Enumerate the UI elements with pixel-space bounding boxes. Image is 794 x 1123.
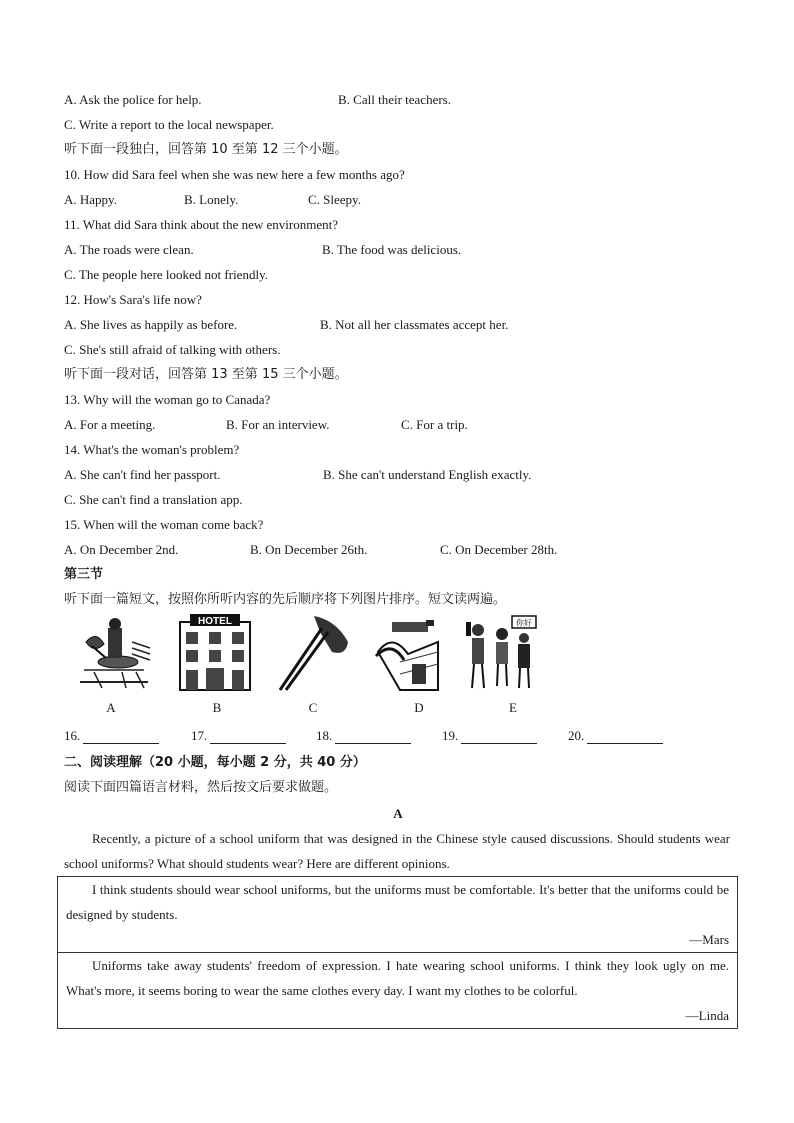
q13-stem: 13. Why will the woman go to Canada? — [64, 392, 271, 407]
q13-option-a: A. For a meeting. — [64, 417, 156, 432]
chopsticks-illustration — [276, 612, 352, 692]
blank-number: 20. — [568, 728, 585, 743]
q10-option-b: B. Lonely. — [184, 192, 239, 207]
blank-number: 17. — [191, 728, 208, 743]
speech-bubble-text: 你好 — [516, 618, 532, 628]
q12-stem: 12. How's Sara's life now? — [64, 292, 202, 307]
opinion-text — [66, 953, 729, 1003]
picture-d-great-wall — [372, 612, 444, 692]
q9-option-b: B. Call their teachers. — [338, 92, 451, 107]
answer-blank-16[interactable] — [64, 728, 159, 744]
answer-blank-19[interactable] — [442, 728, 537, 744]
q15-option-a: A. On December 2nd. — [64, 542, 179, 557]
q15-option-c: C. On December 28th. — [440, 542, 558, 557]
blank-line[interactable] — [83, 730, 159, 744]
instruction-10-12: 听下面一段独白，回答第 10 至第 12 三个小题。 — [64, 142, 348, 157]
q11-stem: 11. What did Sara think about the new environment? — [64, 217, 339, 232]
blank-number: 18. — [316, 728, 333, 743]
picture-label-a: A — [106, 700, 116, 715]
q14-option-b: B. She can't understand English exactly. — [323, 467, 532, 482]
opinions-table — [57, 876, 738, 1029]
q12-option-c: C. She's still afraid of talking with others. — [64, 342, 281, 357]
opinion-text-content: Uniforms take away students' freedom of expression. I hate wearing school uniforms. I think they look ugly on me. What's more, it seems boring to wear the same clothes every day. I want my clothes to be colorful. — [66, 958, 729, 998]
q15-option-b: B. On December 26th. — [250, 542, 368, 557]
opinion-text — [66, 877, 729, 927]
q14-stem: 14. What's the woman's problem? — [64, 442, 240, 457]
opinion-author: —Mars — [689, 932, 729, 947]
picture-e-greeting — [464, 612, 540, 692]
blank-line[interactable] — [587, 730, 663, 744]
q11-option-a: A. The roads were clean. — [64, 242, 194, 257]
opinion-row-mars — [58, 877, 737, 952]
section-3-instruction: 听下面一篇短文，按照你所听内容的先后顺序将下列图片排序。短文读两遍。 — [64, 592, 507, 607]
section-3-title: 第三节 — [64, 567, 104, 582]
q12-option-b: B. Not all her classmates accept her. — [320, 317, 509, 332]
passage-intro — [64, 826, 730, 876]
cooking-illustration — [74, 612, 154, 692]
passage-label: A — [393, 806, 403, 821]
q9-option-a: A. Ask the police for help. — [64, 92, 202, 107]
blank-line[interactable] — [335, 730, 411, 744]
q11-option-b: B. The food was delicious. — [322, 242, 462, 257]
passage-intro-text: Recently, a picture of a school uniform that was designed in the Chinese style caused discussions. Should students wear school uniforms? What should students wear? Here are different opinions. — [64, 831, 730, 871]
hotel-sign-text: HOTEL — [198, 616, 232, 627]
picture-label-b: B — [212, 700, 222, 715]
q12-option-a: A. She lives as happily as before. — [64, 317, 238, 332]
q11-option-c: C. The people here looked not friendly. — [64, 267, 268, 282]
q10-stem: 10. How did Sara feel when she was new here a few months ago? — [64, 167, 405, 182]
opinion-text-content: I think students should wear school uniforms, but the uniforms must be comfortable. It's better that the uniforms could be designed by students. — [66, 882, 729, 922]
opinion-author: —Linda — [685, 1008, 729, 1023]
picture-label-c: C — [308, 700, 318, 715]
blank-number: 16. — [64, 728, 81, 743]
picture-label-e: E — [509, 700, 517, 715]
blank-number: 19. — [442, 728, 459, 743]
q14-option-a: A. She can't find her passport. — [64, 467, 221, 482]
picture-b-hotel — [176, 612, 254, 692]
part-2-title: 二、阅读理解（20 小题，每小题 2 分，共 40 分） — [64, 755, 366, 770]
q13-option-b: B. For an interview. — [226, 417, 330, 432]
answer-blank-17[interactable] — [191, 728, 286, 744]
q14-option-c: C. She can't find a translation app. — [64, 492, 243, 507]
q10-option-c: C. Sleepy. — [308, 192, 361, 207]
hotel-illustration — [176, 612, 254, 692]
picture-c-chopsticks — [276, 612, 352, 692]
picture-a-cooking — [74, 612, 154, 692]
part-2-instruction: 阅读下面四篇语言材料，然后按文后要求做题。 — [64, 780, 338, 795]
q15-stem: 15. When will the woman come back? — [64, 517, 264, 532]
answer-blank-20[interactable] — [568, 728, 663, 744]
picture-label-d: D — [414, 700, 424, 715]
greeting-illustration — [464, 612, 540, 692]
q13-option-c: C. For a trip. — [401, 417, 468, 432]
q9-option-c: C. Write a report to the local newspaper. — [64, 117, 274, 132]
q10-option-a: A. Happy. — [64, 192, 117, 207]
opinion-row-linda — [58, 952, 737, 1028]
blank-line[interactable] — [210, 730, 286, 744]
blank-line[interactable] — [461, 730, 537, 744]
answer-blank-18[interactable] — [316, 728, 411, 744]
great-wall-illustration — [372, 612, 444, 692]
instruction-13-15: 听下面一段对话，回答第 13 至第 15 三个小题。 — [64, 367, 348, 382]
